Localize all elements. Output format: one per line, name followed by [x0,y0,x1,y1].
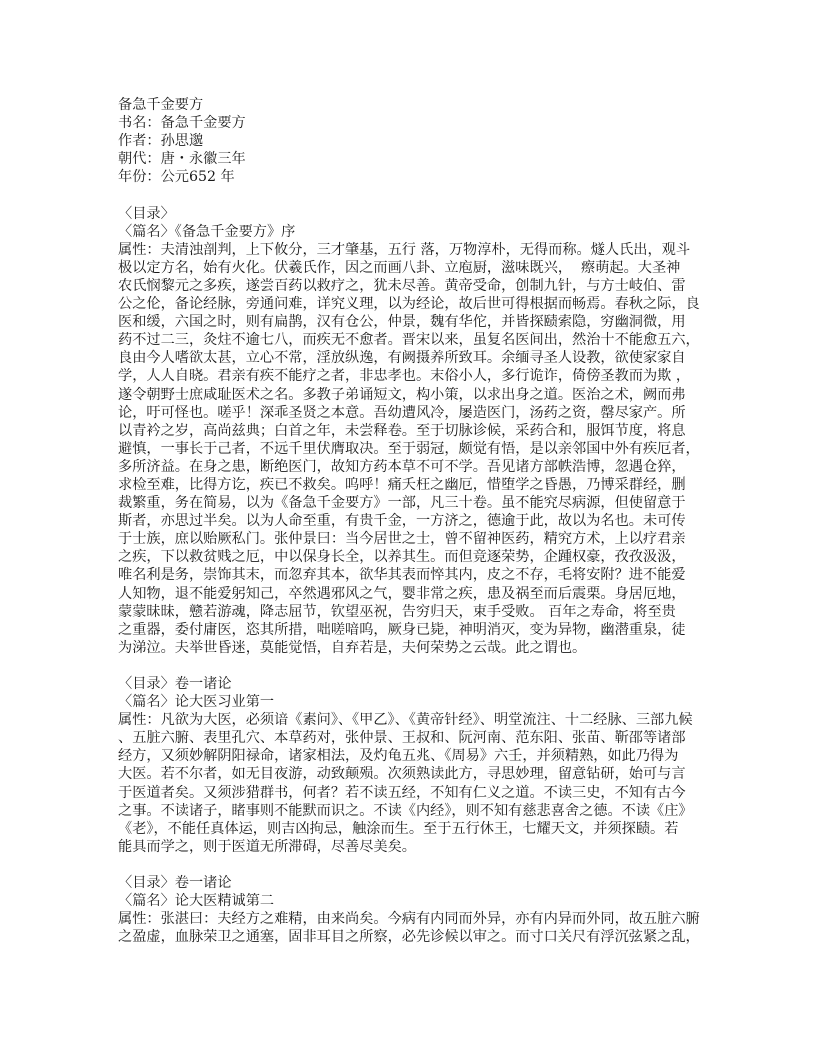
paragraph-line: 能具而学之，则于医道无所滞碍，尽善尽美矣。 [118,838,416,855]
year: 年份：公元652 年 [118,169,235,186]
paragraph-line: 药不过二三，灸炷不逾七八，而疾无不愈者。晋宋以来，虽复名医间出，然治十不能愈五六， [118,332,700,349]
paragraph-line: 求检至难，比得方讫，疾已不救矣。呜呼！痛夭枉之幽厄，惜堕学之昏愚，乃博采群经，删 [118,476,686,493]
paragraph-line: 属性：夫清浊剖判，上下攸分，三才肇基，五行 落，万物淳朴，无得而称。燧人氏出，观斗 [118,241,691,258]
paragraph-line: 《老》，不能任真体运，则吉凶拘忌，触涂而生。至于五行休王，七耀天文，并须探赜。若 [118,820,679,837]
paragraph-line: 于士族，庶以贻厥私门。张仲景曰：当今居世之士，曾不留神医药，精究方术，上以疗君亲 [118,531,686,548]
chapter-title: 〈篇名〉论大医习业第一 [118,694,275,711]
paragraph-line: 良由今人嗜欲太甚，立心不常，淫放纵逸，有阙摄养所致耳。余缅寻圣人设教，欲使家家自 [118,350,686,367]
paragraph-line: 、五脏六腑、表里孔穴、本草药对，张仲景、王叔和、阮河南、范东阳、张苗、靳邵等诸部 [118,730,686,747]
author: 作者：孙思邈 [118,133,204,150]
paragraph-line: 遂令朝野士庶咸耻医术之名。多教子弟诵短文，构小策，以求出身之道。医治之术，阙而弗 [118,386,686,403]
paragraph-line: 极以定方名，始有火化。伏羲氏作，因之而画八卦、立庖厨，滋味既兴， 瘵萌起。大圣神 [118,259,681,276]
paragraph-line: 于医道者矣。又须涉猎群书，何者？若不读五经，不知有仁义之道。不读三史，不知有古今 [118,784,686,801]
document-body [118,96,718,946]
paragraph-line: 裁繁重，务在简易，以为《备急千金要方》一部，凡三十卷。虽不能究尽病源，但使留意于 [118,495,686,512]
section [118,186,718,656]
paragraph-line: 公之伦，备论经脉，旁通问难，详究义理，以为经论，故后世可得根据而畅焉。春秋之际，良 [118,296,700,313]
paragraph-line: 人知物，退不能爱躬知己，卒然遇邪风之气，婴非常之疾，患及祸至而后震栗。身居厄地， [118,585,686,602]
paragraph-line: 属性：张湛曰：夫经方之难精，由来尚矣。今病有内同而外异，亦有内异而外同，故五脏六腑 [118,911,700,928]
paragraph-line: 为涕泣。夫举世昏迷，莫能觉悟，自弃若是，夫何荣势之云哉。此之谓也。 [118,639,587,656]
toc-label: 〈目录〉卷一诸论 [118,875,232,892]
paragraph-line: 斯者，亦思过半矣。以为人命至重，有贵千金，一方济之，德逾于此，故以为名也。未可传 [118,513,686,530]
paragraph-line: 之事。不读诸子，睹事则不能默而识之。不读《内经》，则不知有慈悲喜舍之德。不读《庄》 [118,802,693,819]
paragraph-line: 经方，又须妙解阴阳禄命，诸家相法，及灼龟五兆、《周易》六壬，并须精熟，如此乃得为 [118,748,679,765]
paragraph-line: 之疾，下以救贫贱之厄，中以保身长全，以养其生。而但竞逐荣势，企踵权豪，孜孜汲汲， [118,549,686,566]
section [118,657,718,856]
paragraph-line: 之重器，委付庸医，恣其所措，咄嗟喑呜，厥身已毙，神明消灭，变为异物，幽潜重泉，徒 [118,621,686,638]
chapter-title: 〈篇名〉《备急千金要方》序 [118,223,296,240]
paragraph-line: 论，吁可怪也。嗟乎！深乖圣贤之本意。吾幼遭风冷，屡造医门，汤药之资，罄尽家产。所 [118,404,686,421]
paragraph-line: 之盈虚，血脉荣卫之通塞，固非耳目之所察，必先诊候以审之。而寸口关尺有浮沉弦紧之乱， [118,929,700,946]
blank-line [118,186,718,204]
paragraph-line: 唯名利是务，崇饰其末，而忽弃其本，欲华其表而悴其内，皮之不存，毛将安附？进不能爱 [118,567,686,584]
paragraph-line: 多所济益。在身之患，断绝医门，故知方药本草不可不学。吾见诸方部帙浩博，忽遇仓猝， [118,458,686,475]
paragraph-line: 以青衿之岁，高尚兹典；白首之年，未尝释卷。至于切脉诊候，采药合和，服饵节度，将息 [118,422,686,439]
dynasty: 朝代：唐・永徽三年 [118,151,246,168]
paragraph-line: 学，人人自晓。君亲有疾不能疗之者，非忠孝也。末俗小人，多行诡诈，倚傍圣教而为欺 ， [118,368,691,385]
section [118,856,718,946]
book-name: 书名：备急千金要方 [118,115,246,132]
paragraph-line: 避慎，一事长于己者，不远千里伏膺取决。至于弱冠，颇觉有悟，是以亲邻国中外有疾厄者， [118,440,700,457]
paragraph-line: 医和缓，六国之时，则有扁鹊，汉有仓公，仲景，魏有华佗，并皆探赜索隐，穷幽洞微，用 [118,314,686,331]
paragraph-line: 属性：凡欲为大医，必须谙《素问》、《甲乙》、《黄帝针经》、明堂流注、十二经脉、三部九候 [118,712,693,729]
paragraph-line: 农氏悯黎元之多疾，遂尝百药以救疗之，犹未尽善。黄帝受命，创制九针，与方士岐伯、雷 [118,277,686,294]
chapter-title: 〈篇名〉论大医精诚第二 [118,893,275,910]
blank-line [118,856,718,874]
toc-label: 〈目录〉 [118,205,175,222]
blank-line [118,657,718,675]
document-title: 备急千金要方 [118,97,204,113]
paragraph-line: 蒙蒙昧昧，戆若游魂，降志屈节，钦望巫祝，告穷归天，束手受败。 百年之寿命，将至贵 [118,603,676,620]
toc-label: 〈目录〉卷一诸论 [118,676,232,692]
paragraph-line: 大医。若不尔者，如无目夜游，动致颠殒。次须熟读此方，寻思妙理，留意钻研，始可与言 [118,766,686,783]
